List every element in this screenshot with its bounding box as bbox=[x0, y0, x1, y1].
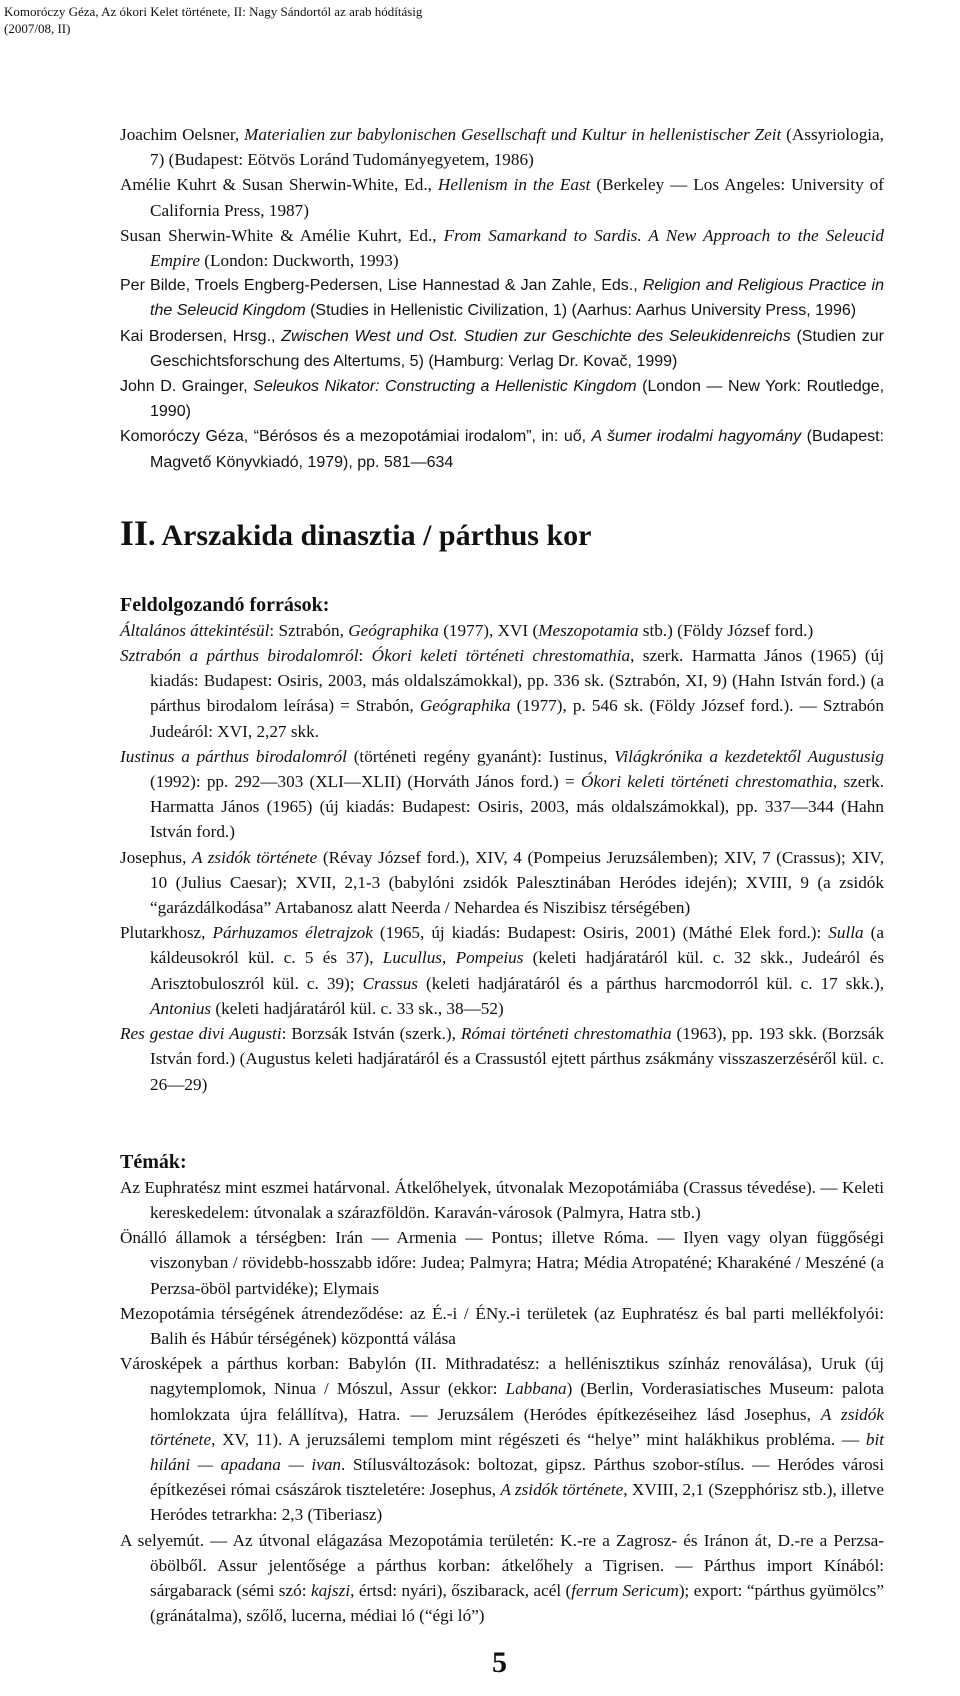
source-entry: Sztrabón a párthus birodalomról: Ókori keleti történeti chrestomathia, szerk. Harmatta János (1965) (új kiadás: Budapest: Osiris, 2003, más oldalszámokkal), pp. 336 sk. (Sztrabón, XI, 9) (Hahn István ford.) (a párthus birodalom leírása) = Strabón, Geógraphika (1977), p. 546 sk. (Földy József ford.). — Sztrabón Judeáról: XVI, 2,27 skk. bbox=[120, 646, 884, 741]
section-title-text: . Arszakida dinasztia / párthus kor bbox=[148, 518, 592, 552]
sources-list bbox=[120, 618, 884, 1097]
bibliography-entry: Kai Brodersen, Hrsg., Zwischen West und Ost. Studien zur Geschichte des Seleukidenreichs (Studien zur Geschichtsforschung des Altertums, 5) (Hamburg: Verlag Dr. Kovač, 1999) bbox=[120, 327, 884, 370]
topics-heading: Témák: bbox=[120, 1150, 187, 1173]
bibliography-entry: Amélie Kuhrt & Susan Sherwin-White, Ed., Hellenism in the East (Berkeley — Los Angeles: University of California Press, 1987) bbox=[120, 175, 884, 220]
sources-heading: Feldolgozandó források: bbox=[120, 593, 330, 616]
section-title bbox=[120, 512, 884, 554]
running-header bbox=[4, 3, 422, 37]
source-entry: Plutarkhosz, Párhuzamos életrajzok (1965, új kiadás: Budapest: Osiris, 2001) (Máthé Elek ford.): Sulla (a káldeusokról kül. c. 5 és 37), Lucullus, Pompeius (keleti hadjáratáról kül. c. 32 skk., Judeáról és Arisztobuloszról kül. c. 39); Crassus (keleti hadjáratáról és a párthus harcmodorról kül. c. 17 skk.), Antonius (keleti hadjáratáról kül. c. 33 sk., 38—52) bbox=[120, 923, 885, 1018]
topic-entry: Városképek a párthus korban: Babylón (II. Mithradatész: a hellénisztikus színház renoválása), Uruk (új nagytemplomok, Ninua / Mószul, Assur (ekkor: Labbana) (Berlin, Vorderasiatisches Museum: palota homlokzata újra felállítva), Hatra. — Jeruzsálem (Heródes építkezéseihez lásd Josephus, A zsidók története, XV, 11). A jeruzsálemi templom mint régészeti és “helye” mint halákhikus probléma. — bit hiláni — apadana — ivan. Stílusváltozások: boltozat, gipsz. Párthus szobor-stílus. — Heródes városi építkezései római császárok tiszteletére: Josephus, A zsidók története, XVIII, 2,1 (Szepphórisz stb.), illetve Heródes tetrarkha: 2,3 (Tiberiasz) bbox=[120, 1354, 885, 1525]
source-entry: Josephus, A zsidók története (Révay József ford.), XIV, 4 (Pompeius Jeruzsálemben); XIV, 7 (Crassus); XIV, 10 (Julius Caesar); XVII, 2,1-3 (babylóni zsidók Palesztinában Heródes idején); XVIII, 9 (a zsidók “garázdálkodása” Artabanosz alatt Neerda / Nehardea és Niszibisz térségében) bbox=[120, 847, 884, 918]
topic-entry: Az Euphratész mint eszmei határvonal. Átkelőhelyek, útvonalak Mezopotámiába (Crassus tévedése). — Keleti kereskedelem: útvonalak a szárazföldön. Karaván-városok (Palmyra, Hatra stb.) bbox=[120, 1177, 884, 1222]
topic-entry: A selyemút. — Az útvonal elágazása Mezopotámia területén: K.-re a Zagrosz- és Iránon át, D.-re a Perzsa-öbölből. Assur jelentősége a párthus korban: átkelőhely a Tigrisen. — Párthus import Kínából: sárgabarack (sémi szó: kajszi, értsd: nyári), őszibarack, acél (ferrum Sericum); export: “párthus gyümölcs” (gránátalma), szőlő, lucerna, médiai ló (“égi ló”) bbox=[120, 1530, 884, 1626]
source-entry: Iustinus a párthus birodalomról (történeti regény gyanánt): Iustinus, Világkrónika a kezdetektől Augustusig (1992): pp. 292—303 (XLI—XLII) (Horváth János ford.) = Ókori keleti történeti chrestomathia, szerk. Harmatta János (1965) (új kiadás: Budapest: Osiris, 2003, más oldalszámokkal), pp. 337—344 (Hahn István ford.) bbox=[120, 746, 885, 842]
bibliography-entry: Joachim Oelsner, Materialien zur babylonischen Gesellschaft und Kultur in hellenistischer Zeit (Assyriologia, 7) (Budapest: Eötvös Loránd Tudományegyetem, 1986) bbox=[120, 125, 884, 170]
source-entry: Res gestae divi Augusti: Borzsák István (szerk.), Római történeti chrestomathia (1963), pp. 193 skk. (Borzsák István ford.) (Augustus keleti hadjáratáról és a Crassustól ejtett párthus zsákmány visszaszerzéséről kül. c. 26—29) bbox=[120, 1024, 884, 1094]
section-number: II bbox=[120, 512, 149, 553]
bibliography-list bbox=[120, 122, 884, 475]
bibliography-entry: Susan Sherwin-White & Amélie Kuhrt, Ed., From Samarkand to Sardis. A New Approach to the Seleucid Empire (London: Duckworth, 1993) bbox=[120, 225, 884, 271]
page-content bbox=[120, 122, 884, 1628]
header-line-2: (2007/08, II) bbox=[4, 21, 71, 36]
bibliography-entry: Per Bilde, Troels Engberg-Pedersen, Lise Hannestad & Jan Zahle, Eds., Religion and Religious Practice in the Seleucid Kingdom (Studies in Hellenistic Civilization, 1) (Aarhus: Aarhus University Press, 1996) bbox=[120, 277, 884, 320]
bibliography-entry: Komoróczy Géza, “Bérósos és a mezopotámiai irodalom”, in: uő, A šumer irodalmi hagyomány (Budapest: Magvető Könyvkiadó, 1979), pp. 581—634 bbox=[120, 428, 884, 471]
page-number: 5 bbox=[492, 1646, 507, 1679]
source-entry: Általános áttekintésül: Sztrabón, Geógraphika (1977), XVI (Meszopotamia stb.) (Földy József ford.) bbox=[120, 620, 814, 640]
bibliography-entry: John D. Grainger, Seleukos Nikator: Constructing a Hellenistic Kingdom (London — New York: Routledge, 1990) bbox=[120, 378, 885, 421]
header-line-1: Komoróczy Géza, Az ókori Kelet története, II: Nagy Sándortól az arab hódításig bbox=[4, 4, 423, 19]
topics-list bbox=[120, 1175, 884, 1629]
topic-entry: Mezopotámia térségének átrendeződése: az É.-i / ÉNy.-i területek (az Euphratész és bal parti mellékfolyói: Balih és Hábúr térségének) központtá válása bbox=[120, 1303, 884, 1348]
topic-entry: Önálló államok a térségben: Irán — Armenia — Pontus; illetve Róma. — Ilyen vagy olyan függőségi viszonyban / rövidebb-hosszabb időre: Judea; Palmyra; Hatra; Média Atropaténé; Kharakéné / Meszéné (a Perzsa-öböl partvidéke); Elymais bbox=[120, 1228, 884, 1298]
